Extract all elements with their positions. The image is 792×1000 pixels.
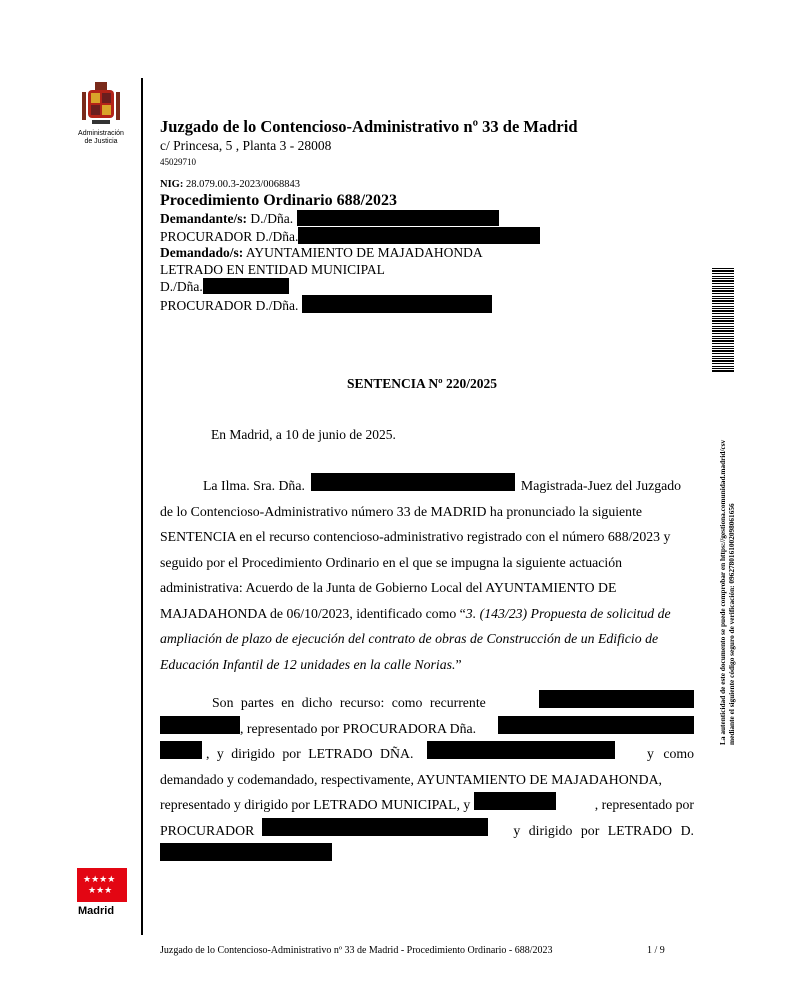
- demandante-line: [160, 210, 499, 227]
- p1-l7: ampliación de plazo de ejecución del contrato de obras de Construcción de un Edificio de: [160, 631, 659, 646]
- procurador2-line: [160, 295, 492, 314]
- p1-line-4: seguido por el Procedimiento Ordinario en el que se impugna la siguiente actuación: [160, 554, 623, 570]
- p2-l2: , representado por PROCURADORA Dña.: [240, 720, 477, 736]
- dna-line: [160, 278, 289, 295]
- redaction: [160, 843, 332, 861]
- p2-l3b: y como: [647, 746, 694, 761]
- margin-rule: [141, 78, 143, 935]
- sentence-title: SENTENCIA Nº 220/2025: [347, 376, 497, 391]
- p1-line-8: [160, 652, 694, 678]
- demandante-value: D./Dña.: [250, 211, 294, 226]
- p2-l5a: representado y dirigido por LETRADO MUNICIPAL, y: [160, 797, 471, 812]
- procedure-title: Procedimiento Ordinario 688/2023: [160, 192, 398, 209]
- procurador1-label: PROCURADOR D./Dña.: [160, 229, 299, 244]
- p1-l1b: Magistrada-Juez del Juzgado: [520, 478, 682, 493]
- p2-l6a: PROCURADOR: [160, 822, 255, 838]
- p1-line-6: [160, 601, 694, 627]
- paragraph-1: [160, 473, 694, 677]
- verification-line-1: La autenticidad de este documento se puede comprobar en https://gestiona.comunidad.madrid/csv: [718, 439, 727, 745]
- p2-line-1: [160, 690, 694, 716]
- demandado-line: [160, 244, 483, 261]
- nig-value: 28.079.00.3-2023/0068843: [185, 179, 301, 190]
- p2-l6b: y dirigido por LETRADO D.: [513, 822, 694, 838]
- redaction: [262, 818, 488, 836]
- p2-line-5: [160, 792, 694, 818]
- p1-l8-end: ”: [455, 656, 462, 672]
- redaction: [160, 716, 240, 734]
- court-code: 45029710: [160, 157, 196, 167]
- p1-l8: Educación Infantil de 12 unidades en la calle Norias.: [160, 656, 456, 672]
- p2-l3a: , y dirigido por LETRADO DÑA.: [206, 746, 414, 761]
- p1-l6a: MAJADAHONDA de 06/10/2023, identificado como “: [160, 605, 466, 621]
- court-name: Juzgado de lo Contencioso-Administrativo nº 33 de Madrid: [160, 117, 578, 136]
- footer-text: Juzgado de lo Contencioso-Administrativo nº 33 de Madrid - Procedimiento Ordinario - 688/2023: [160, 945, 553, 956]
- redaction: [298, 227, 540, 244]
- verification-note: [718, 440, 736, 745]
- redaction: [160, 741, 202, 759]
- p2-line-2: [160, 716, 694, 742]
- coat-of-arms-icon: [80, 80, 122, 128]
- logo-line-1: Administración: [78, 130, 124, 137]
- p2-line-3: [160, 741, 694, 767]
- barcode: [712, 268, 734, 372]
- demandante-label: Demandante/s:: [160, 211, 247, 226]
- redaction: [539, 690, 694, 708]
- date-line: En Madrid, a 10 de junio de 2025.: [211, 427, 396, 442]
- p1-l1a: La Ilma. Sra. Dña.: [203, 478, 305, 493]
- p2-line-4: demandado y codemandado, respectivamente, AYUNTAMIENTO DE MAJADAHONDA,: [160, 771, 662, 787]
- p1-line-1: [160, 473, 694, 499]
- nig-label: NIG:: [160, 179, 184, 190]
- svg-text:★★★: ★★★: [88, 886, 113, 896]
- p1-line-2: de lo Contencioso-Administrativo número 33 de MADRID ha pronunciado la siguiente: [160, 503, 643, 519]
- p2-line-6: [160, 818, 694, 844]
- demandado-label: Demandado/s:: [160, 245, 244, 260]
- p2-l5b: , representado por: [594, 797, 694, 812]
- court-address: c/ Princesa, 5 , Planta 3 - 28008: [160, 138, 332, 153]
- p1-l6b: 3. (143/23) Propuesta de solicitud de: [465, 605, 671, 621]
- svg-text:★★★★: ★★★★: [83, 875, 116, 885]
- demandado-value: AYUNTAMIENTO DE MAJADAHONDA: [245, 245, 483, 260]
- p2-l1: Son partes en dicho recurso: como recurrente: [212, 695, 486, 710]
- logo-line-2: de Justicia: [84, 138, 118, 145]
- nig: [160, 179, 300, 190]
- p1-line-5: administrativa: Acuerdo de la Junta de Gobierno Local del AYUNTAMIENTO DE: [160, 580, 617, 595]
- redaction: [297, 210, 499, 226]
- verification-line-2: mediante el siguiente código seguro de verificación: 0962780161002098061656: [727, 503, 736, 745]
- p1-line-7: [160, 626, 694, 652]
- page-number: 1 / 9: [647, 945, 665, 956]
- procurador1-line: [160, 227, 540, 245]
- p1-line-3: SENTENCIA en el recurso contencioso-administrativo registrado con el número 688/2023 y: [160, 529, 671, 544]
- madrid-flag-icon: [77, 868, 127, 902]
- procurador2-label: PROCURADOR D./Dña.: [160, 298, 299, 313]
- redaction: [427, 741, 615, 759]
- p2-line-7: [160, 843, 694, 861]
- redaction: [498, 716, 694, 734]
- redaction: [203, 278, 289, 294]
- logo-caption: [70, 130, 132, 146]
- madrid-label: Madrid: [78, 905, 115, 917]
- paragraph-2: [160, 690, 694, 861]
- redaction: [311, 473, 515, 491]
- dna-label: D./Dña.: [160, 279, 203, 294]
- redaction: [474, 792, 556, 810]
- redaction: [302, 295, 492, 313]
- letrado-line: LETRADO EN ENTIDAD MUNICIPAL: [160, 262, 385, 277]
